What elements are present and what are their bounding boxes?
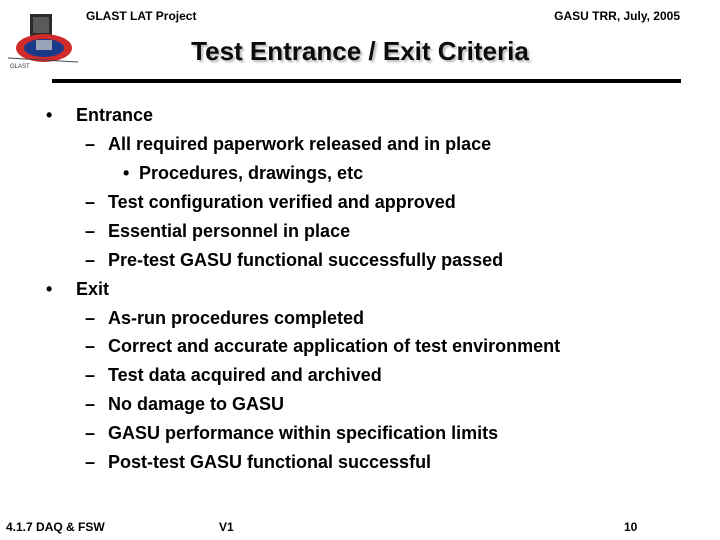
dash-mark: – — [85, 394, 96, 414]
exit-item: Correct and accurate application of test environment — [108, 336, 561, 356]
exit-item: As-run procedures completed — [108, 308, 365, 328]
bullet-dot: • — [46, 279, 53, 299]
footer-page-number: 10 — [624, 520, 638, 534]
dash-mark: – — [85, 221, 96, 241]
footer-version: V1 — [219, 520, 234, 534]
exit-item: No damage to GASU — [108, 394, 285, 414]
dash-mark: – — [85, 134, 96, 154]
bullet-dot: • — [46, 105, 53, 125]
dash-mark: – — [85, 365, 96, 385]
section-entrance: Entrance — [76, 105, 154, 125]
dash-mark: – — [85, 423, 96, 443]
dash-mark: – — [85, 336, 96, 356]
entrance-sub-item: Procedures, drawings, etc — [139, 163, 364, 183]
header-project: GLAST LAT Project — [86, 9, 197, 23]
entrance-item: Essential personnel in place — [108, 221, 351, 241]
entrance-item: Pre-test GASU functional successfully passed — [108, 250, 504, 270]
slide-title: Test Entrance / Exit Criteria — [191, 36, 529, 66]
dash-mark: – — [85, 452, 96, 472]
dash-mark: – — [85, 192, 96, 212]
svg-text:GLAST: GLAST — [10, 64, 30, 70]
entrance-item: All required paperwork released and in place — [108, 134, 492, 154]
header-review: GASU TRR, July, 2005 — [554, 9, 680, 23]
exit-item: Test data acquired and archived — [108, 365, 382, 385]
exit-item: GASU performance within specification limits — [108, 423, 499, 443]
title-divider — [52, 79, 681, 83]
section-exit: Exit — [76, 279, 110, 299]
dash-mark: – — [85, 250, 96, 270]
bullet-dot: • — [123, 163, 130, 183]
footer-section: 4.1.7 DAQ & FSW — [6, 520, 105, 534]
dash-mark: – — [85, 308, 96, 328]
exit-item: Post-test GASU functional successful — [108, 452, 432, 472]
entrance-item: Test configuration verified and approved — [108, 192, 456, 212]
